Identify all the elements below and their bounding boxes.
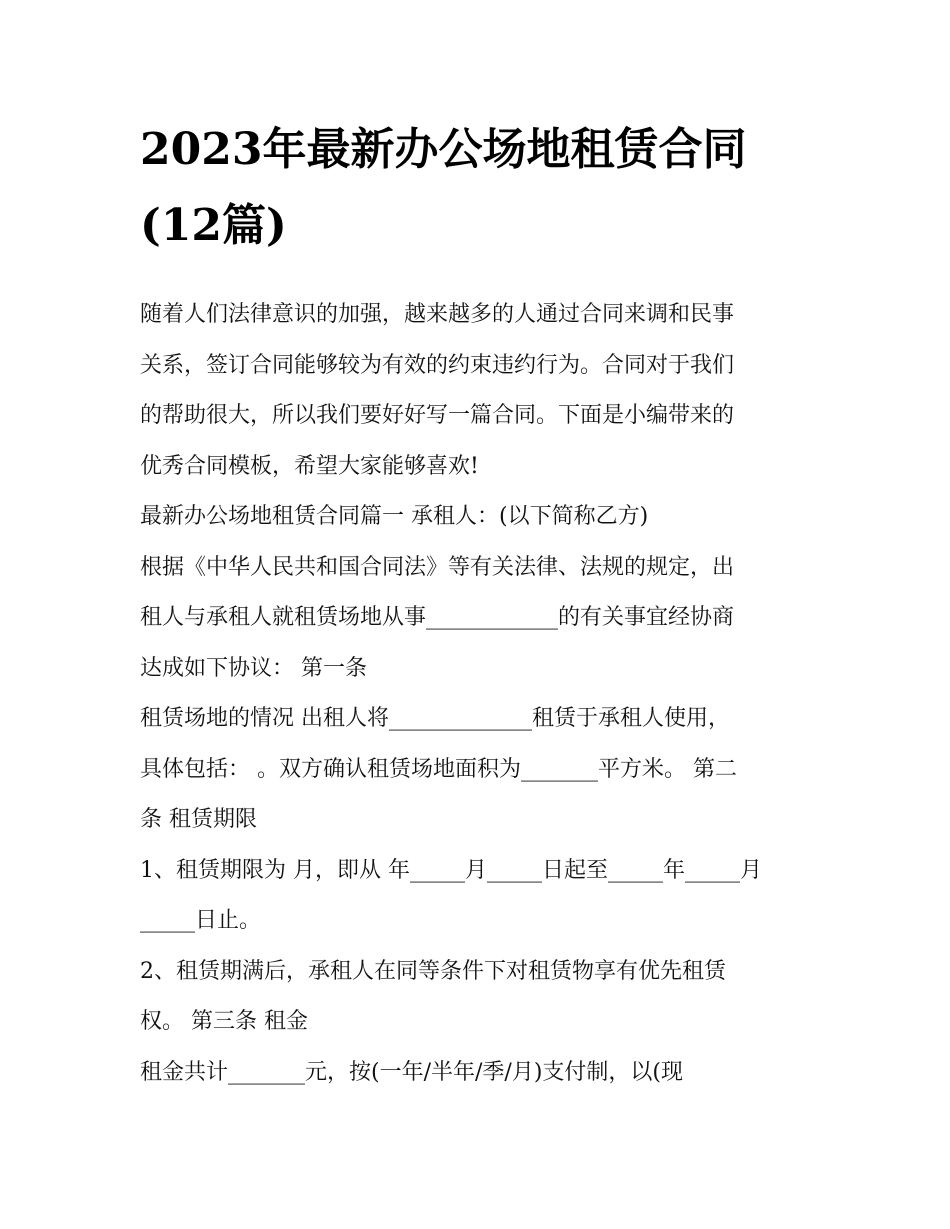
- document-page: [140, 112, 820, 1098]
- body-line: 2、租赁期满后，承租人在同等条件下对租赁物享有优先租赁: [140, 958, 726, 984]
- body-line: 达成如下协议： 第一条: [140, 655, 367, 681]
- body-line: 具体包括： 。双方确认租赁场地面积为_______平方米。 第二: [140, 756, 737, 782]
- body-line: 条 租赁期限: [140, 807, 257, 832]
- body-line: 随着人们法律意识的加强，越来越多的人通过合同来调和民事: [140, 302, 735, 327]
- document-body: [140, 290, 820, 1098]
- body-line: 权。 第三条 租金: [140, 1009, 308, 1034]
- title-line-2: (12篇): [140, 200, 287, 251]
- body-line: 关系，签订合同能够较为有效的约束违约行为。合同对于我们: [140, 352, 735, 378]
- body-line: 租赁场地的情况 出租人将_____________租赁于承租人使用，: [140, 706, 730, 731]
- body-line: 根据《中华人民共和国合同法》等有关法律、法规的规定，出: [140, 554, 735, 580]
- document-title: [140, 112, 820, 264]
- body-line: _____日止。: [140, 908, 262, 933]
- body-line: 的帮助很大，所以我们要好好写一篇合同。下面是小编带来的: [140, 403, 735, 428]
- body-line: 1、租赁期限为 月，即从 年_____月_____日起至_____年_____月: [140, 857, 762, 883]
- body-line: 租金共计_______元，按(一年/半年/季/月)支付制，以(现: [140, 1059, 683, 1085]
- body-line: 优秀合同模板，希望大家能够喜欢!: [140, 453, 479, 479]
- title-line-1: 2023年最新办公场地租赁合同: [140, 124, 747, 175]
- body-line: 最新办公场地租赁合同篇一 承租人：(以下简称乙方): [140, 504, 649, 529]
- body-line: 租人与承租人就租赁场地从事____________的有关事宜经协商: [140, 605, 735, 630]
